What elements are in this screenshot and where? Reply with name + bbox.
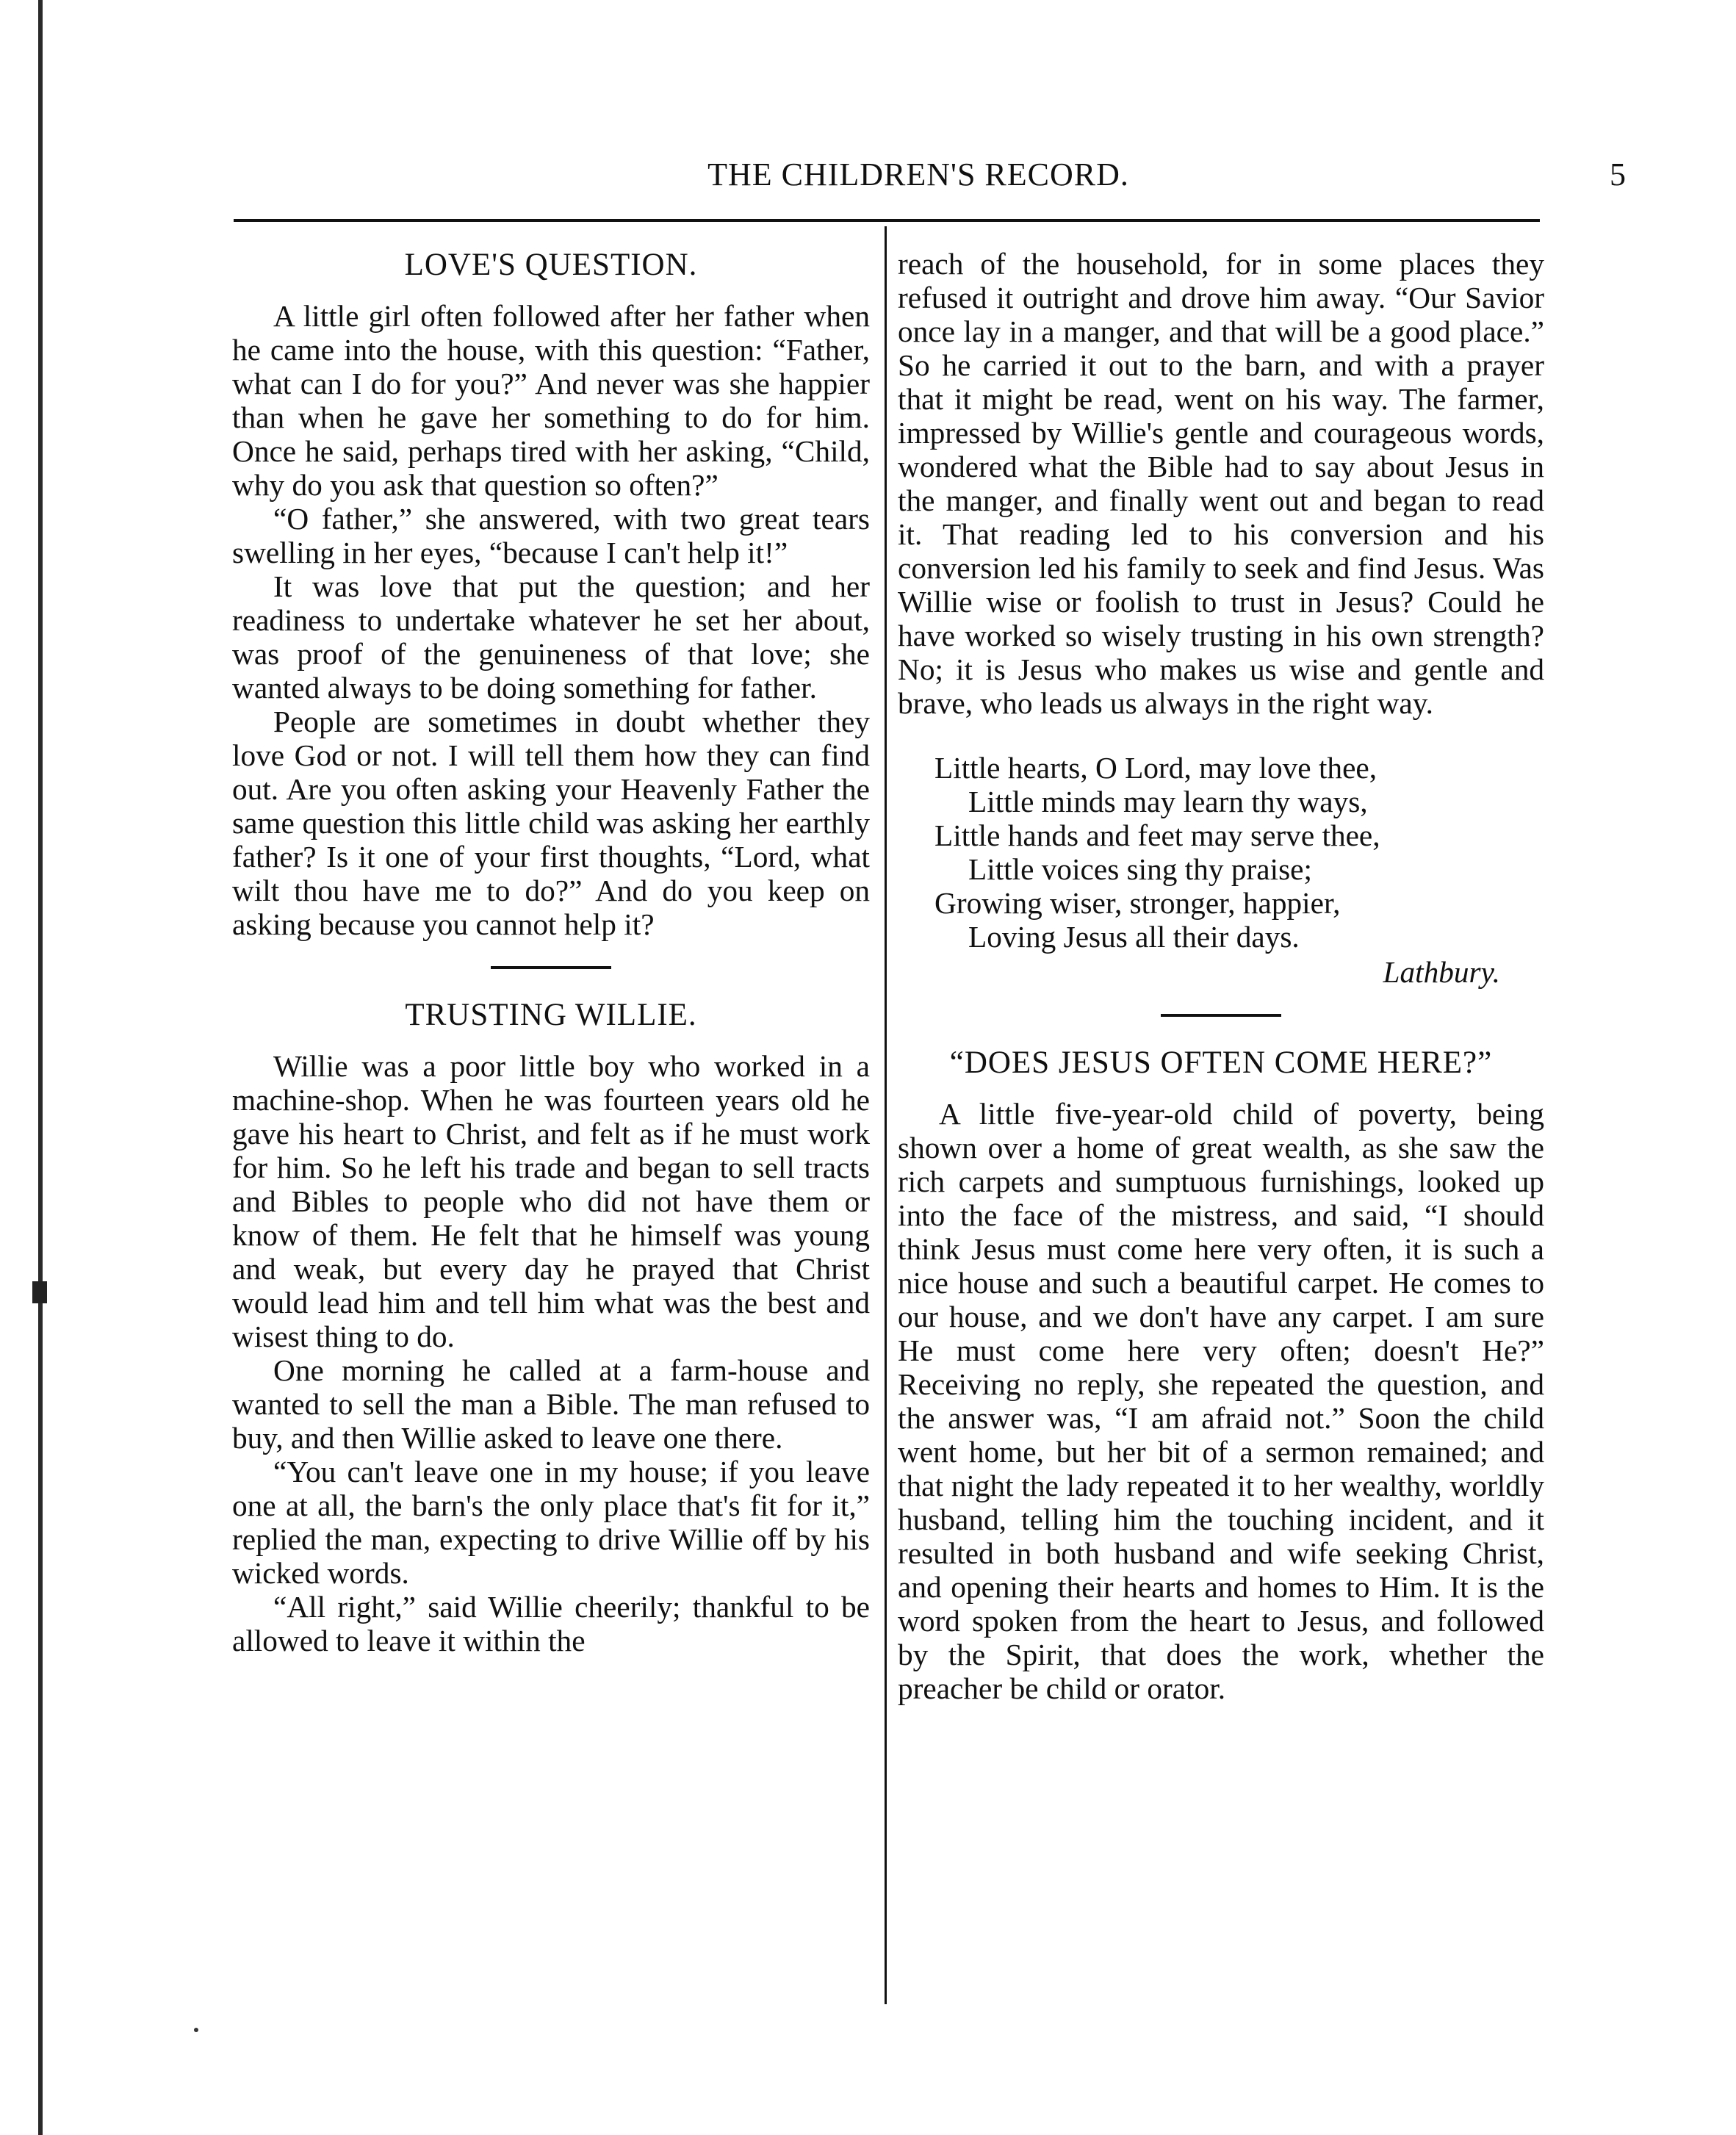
right-column [898,247,1544,1705]
paragraph: “O father,” she answered, with two great tears swelling in her eyes, “because I can't help it!” [232,502,870,569]
binding-edge [38,0,43,2135]
paragraph: “All right,” said Willie cheerily; thankful to be allowed to leave it within the [232,1590,870,1657]
paragraph: It was love that put the question; and her readiness to undertake whatever he set her about, was proof of the genuineness of that love; she wanted always to be doing something for father. [232,569,870,705]
poem-line: Little minds may learn thy ways, [968,785,1368,818]
running-header: THE CHILDREN'S RECORD. [707,156,1129,192]
paragraph: A little girl often followed after her father when he came into the house, with this question: “Father, what can I do for you?” And never was she happier than when he gave her something to do for him. Once he said, perhaps tired with her asking, “Child, why do you ask that question so often?” [232,299,870,502]
column-rule [885,226,887,2004]
article-title-trusting-willie: TRUSTING WILLIE. [405,998,697,1032]
header-rule [234,219,1540,222]
poem-line: Growing wiser, stronger, happier, [934,886,1341,920]
binding-mark [32,1281,47,1303]
poem-line: Little hearts, O Lord, may love thee, [934,751,1377,785]
section-divider [491,966,611,969]
ink-speck [194,2028,198,2032]
poem-line: Loving Jesus all their days. [968,920,1300,954]
paragraph: A little five-year-old child of poverty, being shown over a home of great wealth, as she saw the rich carpets and sumptuous furnishings, looked up into the face of the mistress, and said, “I should think Jesus must come here very often, it is such a nice house and such a beautiful carpet. He comes to our house, and we don't have any carpet. I am sure He must come here very often; doesn't He?” Receiving no reply, she repeated the question, and the answer was, “I am afraid not.” Soon the child went home, but her bit of a sermon remained; and that night the lady repeated it to her wealthy, worldly husband, telling him the touching incident, and it resulted in both husband and wife seeking Christ, and opening their hearts and homes to Him. It is the word spoken from the heart to Jesus, and followed by the Spirit, that does the work, whether the preacher be child or orator. [898,1097,1544,1705]
left-column [232,247,870,1657]
section-divider [1161,1014,1281,1017]
paragraph-continued: reach of the household, for in some places they refused it outright and drove him away. “Our Savior once lay in a manger, and that will be a good place.” So he carried it out to the barn, and with a prayer that it might be read, went on his way. The farmer, impressed by Willie's gentle and courageous words, wondered what the Bible had to say about Jesus in the manger, and finally went out and began to read it. That reading led to his conversion and his conversion led his family to seek and find Jesus. Was Willie wise or foolish to trust in Jesus? Could he have worked so wisely trusting in his own strength? No; it is Jesus who makes us wise and gentle and brave, who leads us always in the right way. [898,247,1544,720]
poem-attribution: Lathbury. [1383,955,1500,989]
paragraph: Willie was a poor little boy who worked in a machine-shop. When he was fourteen years old he gave his heart to Christ, and felt as if he must work for him. So he left his trade and began to sell tracts and Bibles to people who did not have them or know of them. He felt that he himself was young and weak, but every day he prayed that Christ would lead him and tell him what was the best and wisest thing to do. [232,1049,870,1353]
article-title-loves-question: LOVE'S QUESTION. [404,248,698,282]
page-number: 5 [1610,156,1626,192]
paragraph: People are sometimes in doubt whether they love God or not. I will tell them how they can find out. Are you often asking your Heavenly Father the same question this little child was asking her earthly father? Is it one of your first thoughts, “Lord, what wilt thou have me to do?” And do you keep on asking because you cannot help it? [232,705,870,941]
poem [934,751,1544,954]
poem-line: Little hands and feet may serve thee, [934,818,1380,852]
poem-line: Little voices sing thy praise; [968,852,1312,886]
paragraph: One morning he called at a farm-house and wanted to sell the man a Bible. The man refused to buy, and then Willie asked to leave one there. [232,1353,870,1455]
article-title-does-jesus: “DOES JESUS OFTEN COME HERE?” [949,1045,1493,1080]
paragraph: “You can't leave one in my house; if you leave one at all, the barn's the only place that's fit for it,” replied the man, expecting to drive Willie off by his wicked words. [232,1455,870,1590]
